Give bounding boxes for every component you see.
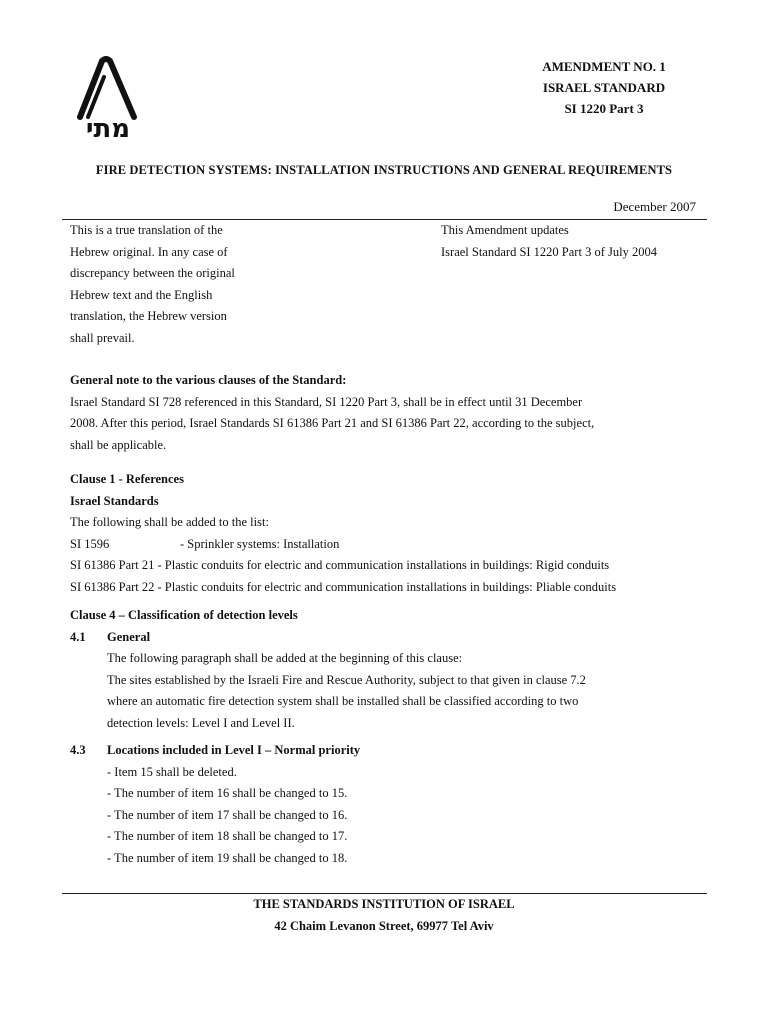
reference-code: SI 1596 (70, 536, 110, 551)
clause-4-heading: Clause 4 – Classification of detection levels (70, 608, 298, 622)
reference-code: SI 61386 Part 21 (70, 558, 155, 572)
update-line: This Amendment updates (441, 223, 569, 237)
logo-text: מתי (85, 114, 131, 144)
standards-institution-logo (62, 55, 154, 147)
reference-text: - Plastic conduits for electric and communication installations in buildings: Pliable conduits (154, 579, 617, 594)
document-title: FIRE DETECTION SYSTEMS: INSTALLATION INSTRUCTIONS AND GENERAL REQUIREMENTS (95, 163, 673, 177)
subclause-number: 4.3 (70, 743, 86, 757)
footer-address: 42 Chaim Levanon Street, 69977 Tel Aviv (274, 919, 494, 933)
subclause-title: Locations included in Level I – Normal priority (107, 743, 361, 757)
translation-line: translation, the Hebrew version (70, 309, 227, 323)
amendment-number: AMENDMENT NO. 1 (542, 59, 666, 74)
reference-item (70, 555, 720, 577)
clause-1-intro: The following shall be added to the list: (70, 515, 269, 529)
standard-number: SI 1220 Part 3 (564, 101, 644, 116)
reference-item (70, 577, 720, 599)
subclause-4-1-line: The following paragraph shall be added at the beginning of this clause: (107, 651, 463, 665)
subclause-number: 4.1 (70, 629, 86, 644)
update-note (441, 220, 731, 263)
subclause-4-1-line: The sites established by the Israeli Fire and Rescue Authority, subject to that given in clause 7.2 (107, 672, 586, 687)
general-note-line: Israel Standard SI 728 referenced in this Standard, SI 1220 Part 3, shall be in effect until 31 December (70, 394, 583, 409)
clause-4-section (70, 605, 720, 869)
subclause-4-1-line: detection levels: Level I and Level II. (107, 715, 295, 730)
translation-note (70, 220, 290, 349)
subclause-4-3-line: - The number of item 16 shall be changed to 15. (107, 786, 348, 800)
translation-line: discrepancy between the original (70, 266, 235, 280)
reference-code: SI 61386 Part 22 (70, 579, 155, 594)
subclause-4-1-line: where an automatic fire detection system shall be installed shall be classified according to two (107, 694, 579, 708)
reference-text: - Plastic conduits for electric and communication installations in buildings: Rigid conduits (154, 558, 610, 572)
general-note-heading: General note to the various clauses of the Standard: (70, 373, 347, 387)
subclause-4-3-line: - The number of item 17 shall be changed to 16. (107, 807, 348, 822)
subclause-4-3-line: - The number of item 19 shall be changed to 18. (107, 850, 348, 865)
footer (0, 893, 768, 937)
standard-label: ISRAEL STANDARD (542, 80, 666, 95)
translation-line: Hebrew text and the English (70, 287, 213, 302)
clause-1-heading: Clause 1 - References (70, 472, 184, 486)
general-note-section (70, 370, 720, 456)
footer-organization: THE STANDARDS INSTITUTION OF ISRAEL (253, 897, 515, 911)
subclause-4-3-line: - The number of item 18 shall be changed to 17. (107, 829, 348, 843)
clause-1-section (70, 469, 720, 598)
translation-line: shall prevail. (70, 330, 135, 345)
logo-icon (62, 55, 154, 147)
general-note-line: 2008. After this period, Israel Standards SI 61386 Part 21 and SI 61386 Part 22, according to the subject, (70, 416, 595, 430)
subclause-4-3-line: - Item 15 shall be deleted. (107, 764, 237, 779)
reference-item (70, 534, 720, 556)
subclause-title: General (107, 629, 151, 644)
subclause-4-1-heading (70, 627, 720, 649)
clause-1-subheading: Israel Standards (70, 493, 159, 508)
document-date: December 2007 (613, 199, 696, 214)
general-note-line: shall be applicable. (70, 437, 167, 452)
translation-line: Hebrew original. In any case of (70, 244, 228, 259)
subclause-4-3-heading (70, 740, 720, 762)
amendment-block (504, 56, 704, 119)
update-line: Israel Standard SI 1220 Part 3 of July 2004 (441, 244, 657, 259)
reference-text: - Sprinkler systems: Installation (180, 536, 340, 551)
translation-line: This is a true translation of the (70, 223, 223, 237)
